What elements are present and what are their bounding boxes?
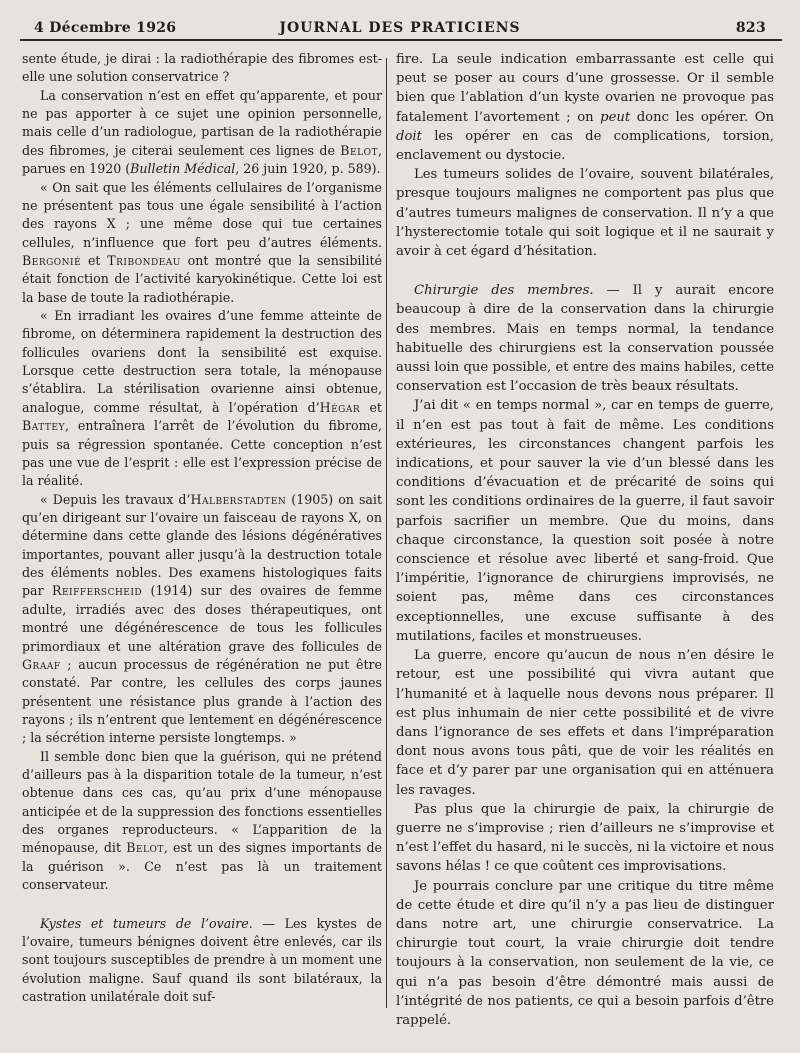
paragraph: Pas plus que la chirurgie de paix, la chirurgie de guerre ne s’improvise ; rien d’ailleurs ne s’improvise et n’est l’effet du hasard, ni le succès, ni la victoire et nous savons hélas ! ce que coûtent ces improvisations. <box>396 801 774 875</box>
paragraph: « On sait que les éléments cellulaires de l’organisme ne présentent pas tous une égale sensibilité à l’action des rayons X ; une même dose qui tue certaines cellules, n’influence que fort peu d’autres éléments. Bergonié et Tribondeau ont montré que la sensibilité était fonction de l’activité karyokinétique. Cette loi est la base de toute la radiothérapie. <box>22 179 382 305</box>
paragraph: La conservation n’est en effet qu’apparente, et pour ne pas apporter à ce sujet une opinion personnelle, mais celle d’un radiologue, partisan de la radiothérapie des fibromes, je citerai seulement ces lignes de Belot, parues en 1920 (Bulletin Médical, 26 juin 1920, p. 589). <box>22 87 382 177</box>
author-name: Hégar <box>319 399 361 415</box>
author-name: Bergonié <box>22 252 82 268</box>
paragraph: Kystes et tumeurs de l’ovaire. — Les kystes de l’ovaire, tumeurs bénignes doivent être enlevés, car ils sont toujours susceptibles de prendre à un moment une évolution maligne. Sauf quand ils sont bilatéraux, la castration unilatérale doit suf- <box>22 915 382 1004</box>
paragraph: fire. La seule indication embarrassante est celle qui peut se poser au cours d’une grossesse. Or il semble bien que l’ablation d’un kyste ovarien ne provoque pas fatalement l’avortement ; on peut donc les opérer. On doit les opérer en cas de complications, torsion, enclavement ou dystocie. <box>396 52 774 164</box>
author-name: Tribondeau <box>107 252 181 268</box>
emphasis: doit <box>396 128 422 144</box>
section-gap <box>396 261 774 281</box>
author-name: Reifferscheid <box>51 583 143 599</box>
header-journal-title: JOURNAL DES PRATICIENS <box>279 20 521 36</box>
emphasis: peut <box>600 109 631 125</box>
author-name: Battey <box>22 418 65 434</box>
section-gap <box>22 895 382 915</box>
paragraph: Chirurgie des membres. — Il y aurait encore beaucoup à dire de la conservation dans la chirurgie des membres. Mais en temps normal, la tendance habituelle des chirurgiens est la conservation poussée aussi loin que possible, et entre des mains habiles, cette conservation est l’occasion de très beaux résultats. <box>396 283 775 395</box>
author-name: Belot <box>126 840 164 856</box>
journal-citation: Bulletin Médical <box>130 161 236 177</box>
section-heading: Chirurgie des membres. <box>414 283 594 299</box>
paragraph: Les tumeurs solides de l’ovaire, souvent bilatérales, presque toujours malignes ne comportent pas plus que d’autres tumeurs malignes de conservation. Il n’y a que l’hysterectomie totale qui soit logique et il ne saurait y avoir à cet égard d’hésitation. <box>396 167 774 260</box>
right-column <box>396 50 774 1030</box>
paragraph: Il semble donc bien que la guérison, qui ne prétend d’ailleurs pas à la disparition totale de la tumeur, n’est obtenue dans ces cas, qu’au prix d’une ménopause anticipée et de la suppression des fonctions essentielles des organes reproducteurs. « L’apparition de la ménopause, dit Belot, est un des signes importants de la guérison ». Ce n’est pas là un traitement conservateur. <box>22 748 382 893</box>
section-heading: Kystes et tumeurs de l’ovaire. <box>40 915 253 931</box>
paragraph: J’ai dit « en temps normal », car en temps de guerre, il n’en est pas tout à fait de même. Les conditions extérieures, les circonstances changent parfois les indications, et pour sauver la vie d’un blessé dans les conditions d’évacuation et de précarité de soins qui sont les conditions ordinaires de la guerre, il faut savoir parfois sacrifier un membre. Que du moins, dans chaque circonstance, la question soit posée à notre conscience et résolue avec liberté et sang-froid. Que l’impéritie, l’ignorance de chirurgiens improvisés, ne soient pas, même dans ces circonstances exceptionnelles, une excuse suffisante à des mutilations, faciles et monstrueuses. <box>396 398 774 644</box>
author-name: Belot <box>340 142 378 158</box>
paragraph: « Depuis les travaux d’Halberstadten (1905) on sait qu’en dirigeant sur l’ovaire un faisceau de rayons X, on détermine dans cette glande des lésions dégénératives importantes, pouvant aller jusqu’à la destruction totale des éléments nobles. Des examens histologiques faits par Reifferscheid (1914) sur des ovaires de femme adulte, irradiés avec des doses thérapeutiques, ont montré une dégénérescence de tous les follicules primordiaux et une altération grave des follicules de Graaf ; aucun processus de régénération ne put être constaté. Par contre, les cellules des corps jaunes présentent une résistance plus grande à l’action des rayons ; ils n’entrent que lentement en dégénérescence ; la sécrétion interne persiste longtemps. » <box>22 491 382 746</box>
paragraph: Je pourrais conclure par une critique du titre même de cette étude et dire qu’il n’y a pas lieu de distinguer dans notre art, une chirurgie conservatrice. La chirurgie tout court, la vraie chirurgie doit tendre toujours à la conservation, non seulement de la vie, ce qui n’a pas besoin d’être démontré mais aussi de l’intégrité de nos patients, ce qui a besoin parfois d’être rappelé. <box>396 878 774 1028</box>
column-divider <box>386 58 387 1008</box>
author-name: Halberstadten <box>190 491 287 507</box>
author-name: Graaf <box>22 656 61 672</box>
paragraph: sente étude, je dirai : la radiothérapie des fibromes est-elle une solution conservatrice ? <box>22 51 382 85</box>
header-rule <box>20 39 782 41</box>
paragraph: La guerre, encore qu’aucun de nous n’en désire le retour, est une possibilité qui vivra autant que l’humanité et à laquelle nous devons nous préparer. Il est plus inhumain de nier cette possibilité et de vivre dans l’ignorance de ses effets et dans l’impréparation dont nous avons tous pâti, que de voir les réalités en face et d’y parer par une organisation qui en atténuera les ravages. <box>396 648 774 798</box>
paragraph: « En irradiant les ovaires d’une femme atteinte de fibrome, on déterminera rapidement la destruction des follicules ovariens dont la sensibilité est exquise. Lorsque cette destruction sera totale, la ménopause s’établira. La stérilisation ovarienne ainsi obtenue, analogue, comme résultat, à l’opération d’Hégar et Battey, entraînera l’arrêt de l’évolution du fibrome, puis sa régression spontanée. Cette conception n’est pas une vue de l’esprit : elle est l’expression précise de la réalité. <box>22 308 382 489</box>
left-column <box>22 50 382 1006</box>
header-date: 4 Décembre 1926 <box>34 20 177 36</box>
running-header <box>30 16 770 40</box>
header-page-number: 823 <box>735 20 766 36</box>
